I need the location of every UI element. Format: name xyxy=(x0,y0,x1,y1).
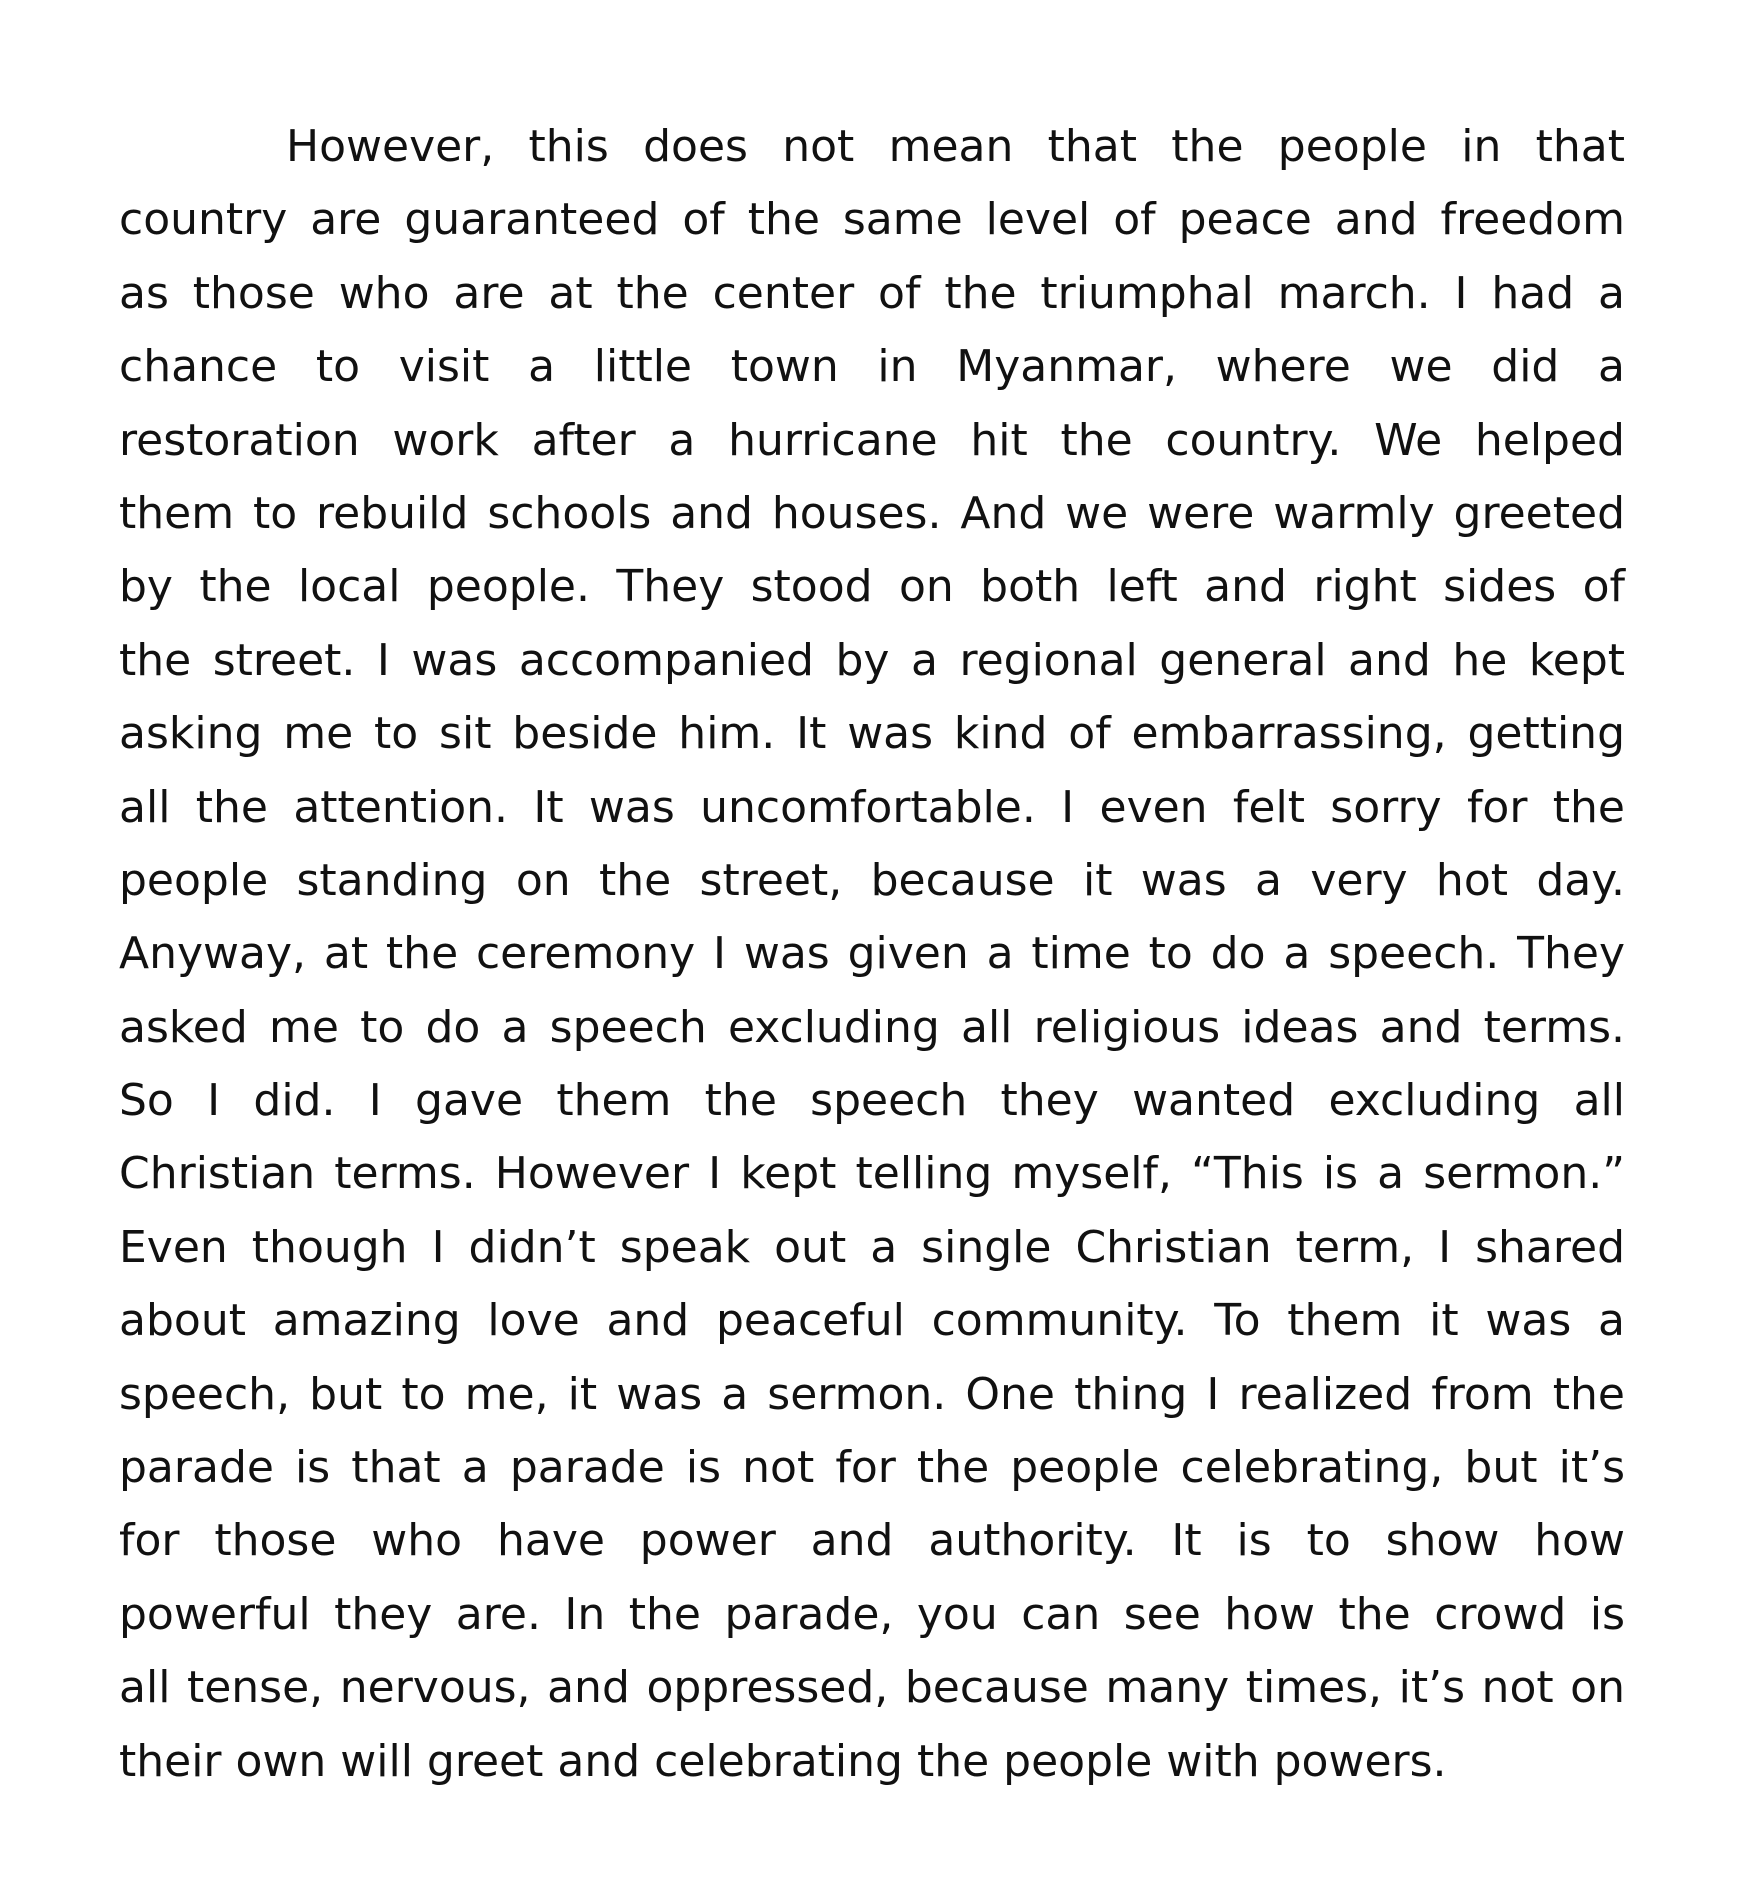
paragraph-line: powerful they are. In the parade, you can see how the crowd is xyxy=(119,1588,1625,1640)
paragraph-line: asked me to do a speech excluding all religious ideas and terms. xyxy=(119,1001,1625,1053)
paragraph-line: speech, but to me, it was a sermon. One thing I realized from the xyxy=(119,1368,1625,1420)
paragraph-line: the street. I was accompanied by a regional general and he kept xyxy=(119,634,1625,686)
paragraph-line: Even though I didn’t speak out a single Christian term, I shared xyxy=(119,1221,1625,1273)
paragraph-line: Christian terms. However I kept telling myself, “This is a sermon.” xyxy=(119,1148,1625,1200)
paragraph-line: their own will greet and celebrating the people with powers. xyxy=(119,1735,1447,1787)
paragraph-line: all tense, nervous, and oppressed, because many times, it’s not on xyxy=(119,1662,1625,1714)
paragraph-line: asking me to sit beside him. It was kind of embarrassing, getting xyxy=(119,708,1625,760)
paragraph-line: Anyway, at the ceremony I was given a time to do a speech. They xyxy=(119,928,1625,980)
paragraph-line: by the local people. They stood on both left and right sides of xyxy=(119,561,1625,613)
paragraph-line: chance to visit a little town in Myanmar, where we did a xyxy=(119,341,1625,393)
paragraph-line: them to rebuild schools and houses. And we were warmly greeted xyxy=(119,487,1625,539)
paragraph-line: for those who have power and authority. It is to show how xyxy=(119,1515,1625,1567)
body-paragraph xyxy=(119,110,1625,1798)
paragraph-line: parade is that a parade is not for the people celebrating, but it’s xyxy=(119,1442,1625,1494)
paragraph-line: restoration work after a hurricane hit the country. We helped xyxy=(119,414,1625,466)
paragraph-line: about amazing love and peaceful community. To them it was a xyxy=(119,1295,1625,1347)
paragraph-line: So I did. I gave them the speech they wanted excluding all xyxy=(119,1075,1625,1127)
paragraph-line: However, this does not mean that the people in that xyxy=(286,121,1625,172)
paragraph-line: all the attention. It was uncomfortable. I even felt sorry for the xyxy=(119,781,1625,833)
paragraph-line: country are guaranteed of the same level of peace and freedom xyxy=(119,194,1625,246)
paragraph-line: people standing on the street, because it was a very hot day. xyxy=(119,854,1625,906)
paragraph-line: as those who are at the center of the triumphal march. I had a xyxy=(119,267,1625,319)
